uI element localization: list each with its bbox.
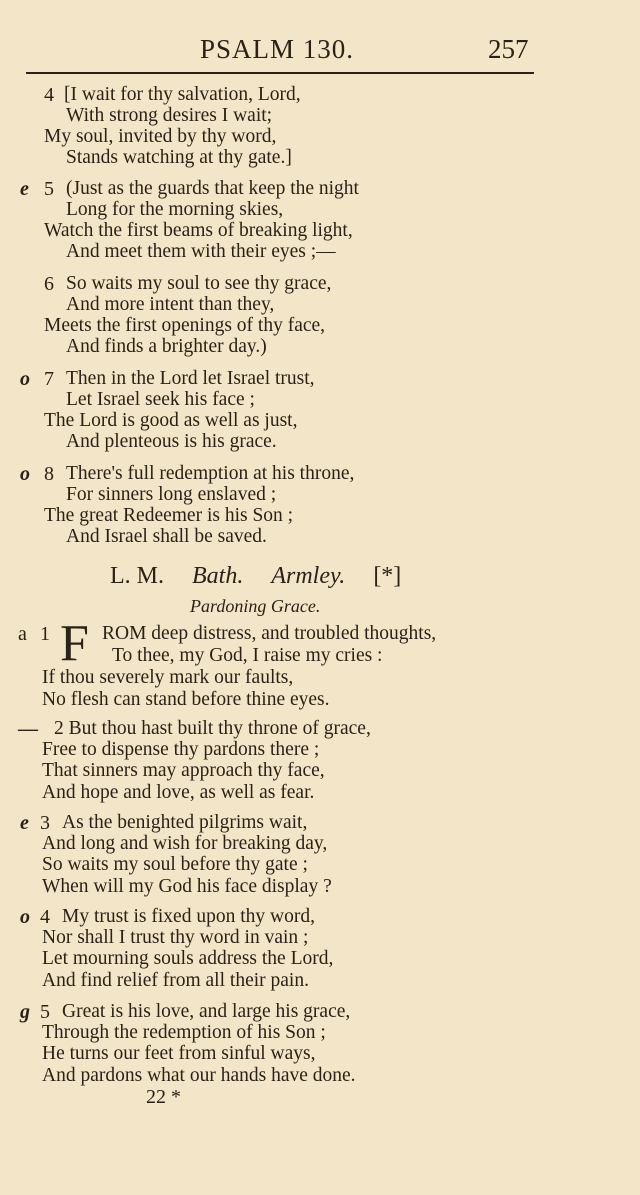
verse-line: My trust is fixed upon thy word, (62, 906, 315, 927)
verse-line: 2 But thou hast built thy throne of grace, (54, 718, 371, 739)
meter-label: L. M. (110, 563, 164, 589)
verse-line: Free to dispense thy pardons there ; (42, 739, 320, 760)
verse-line: He turns our feet from sinful ways, (42, 1043, 316, 1064)
verse-line: ROM deep distress, and troubled thoughts, (102, 623, 437, 644)
verse-line: That sinners may approach thy face, (42, 760, 325, 781)
verse-line: Nor shall I trust thy word in vain ; (42, 927, 309, 948)
verse-line: No flesh can stand before thine eyes. (42, 689, 330, 710)
verse-line: Let Israel seek his face ; (66, 389, 255, 410)
stanza-number: 3 (40, 812, 50, 834)
dynamic-mark: e (20, 178, 29, 200)
stanza-number: 7 (44, 368, 54, 390)
verse-line: The great Redeemer is his Son ; (44, 505, 294, 526)
stanza-number: 8 (44, 463, 54, 485)
verse-line: Then in the Lord let Israel trust, (66, 368, 315, 389)
signature-mark: 22 * (146, 1086, 181, 1108)
page-number: 257 (488, 34, 529, 64)
verse-line: And long and wish for breaking day, (42, 833, 328, 854)
stanza-number: 6 (44, 273, 54, 295)
verse-line: And pardons what our hands have done. (42, 1065, 356, 1086)
verse-line: Let mourning souls address the Lord, (42, 948, 334, 969)
verse-line: Through the redemption of his Son ; (42, 1022, 326, 1043)
verse-line: There's full redemption at his throne, (66, 463, 355, 484)
verse-line: If thou severely mark our faults, (42, 667, 294, 688)
dynamic-mark: a (18, 623, 27, 645)
dynamic-mark: e (20, 812, 29, 834)
verse-line: So waits my soul before thy gate ; (42, 854, 308, 875)
stanza-number: 4 (44, 84, 54, 106)
verse-line: And more intent than they, (66, 294, 275, 315)
tune-heading (110, 563, 423, 590)
verse-line: So waits my soul to see thy grace, (66, 273, 332, 294)
bracket-mark: [*] (373, 563, 402, 589)
dynamic-mark: o (20, 368, 30, 390)
dynamic-mark: g (20, 1001, 30, 1023)
verse-line: [I wait for thy salvation, Lord, (64, 84, 301, 105)
drop-cap: F (60, 615, 89, 672)
stanza-number: 5 (44, 178, 54, 200)
verse-line: And meet them with their eyes ;— (66, 241, 336, 262)
verse-line: And finds a brighter day.) (66, 336, 267, 357)
tune-name: Bath. (192, 563, 244, 589)
hymn-subtitle: Pardoning Grace. (190, 596, 321, 616)
verse-line: And plenteous is his grace. (66, 431, 277, 452)
verse-line: As the benighted pilgrims wait, (62, 812, 308, 833)
verse-line: With strong desires I wait; (66, 105, 273, 126)
verse-line: Great is his love, and large his grace, (62, 1001, 351, 1022)
verse-line: Meets the first openings of thy face, (44, 315, 326, 336)
dynamic-mark: — (18, 718, 38, 740)
dynamic-mark: o (20, 463, 30, 485)
verse-line: Long for the morning skies, (66, 199, 284, 220)
verse-line: The Lord is good as well as just, (44, 410, 298, 431)
verse-line: And hope and love, as well as fear. (42, 782, 315, 803)
verse-line: Stands watching at thy gate.] (66, 147, 292, 168)
header-rule (26, 72, 534, 74)
verse-line: And find relief from all their pain. (42, 970, 309, 991)
verse-line: My soul, invited by thy word, (44, 126, 277, 147)
tune-name: Armley. (271, 563, 346, 589)
verse-line: And Israel shall be saved. (66, 526, 267, 547)
verse-line: To thee, my God, I raise my cries : (112, 645, 383, 666)
page-title: PSALM 130. (200, 34, 355, 64)
dynamic-mark: o (20, 906, 30, 928)
verse-line: For sinners long enslaved ; (66, 484, 277, 505)
verse-line: When will my God his face display ? (42, 876, 332, 897)
verse-line: Watch the first beams of breaking light, (44, 220, 353, 241)
stanza-number: 4 (40, 906, 50, 928)
stanza-number: 1 (40, 623, 50, 645)
stanza-number: 5 (40, 1001, 50, 1023)
verse-line: (Just as the guards that keep the night (66, 178, 359, 199)
